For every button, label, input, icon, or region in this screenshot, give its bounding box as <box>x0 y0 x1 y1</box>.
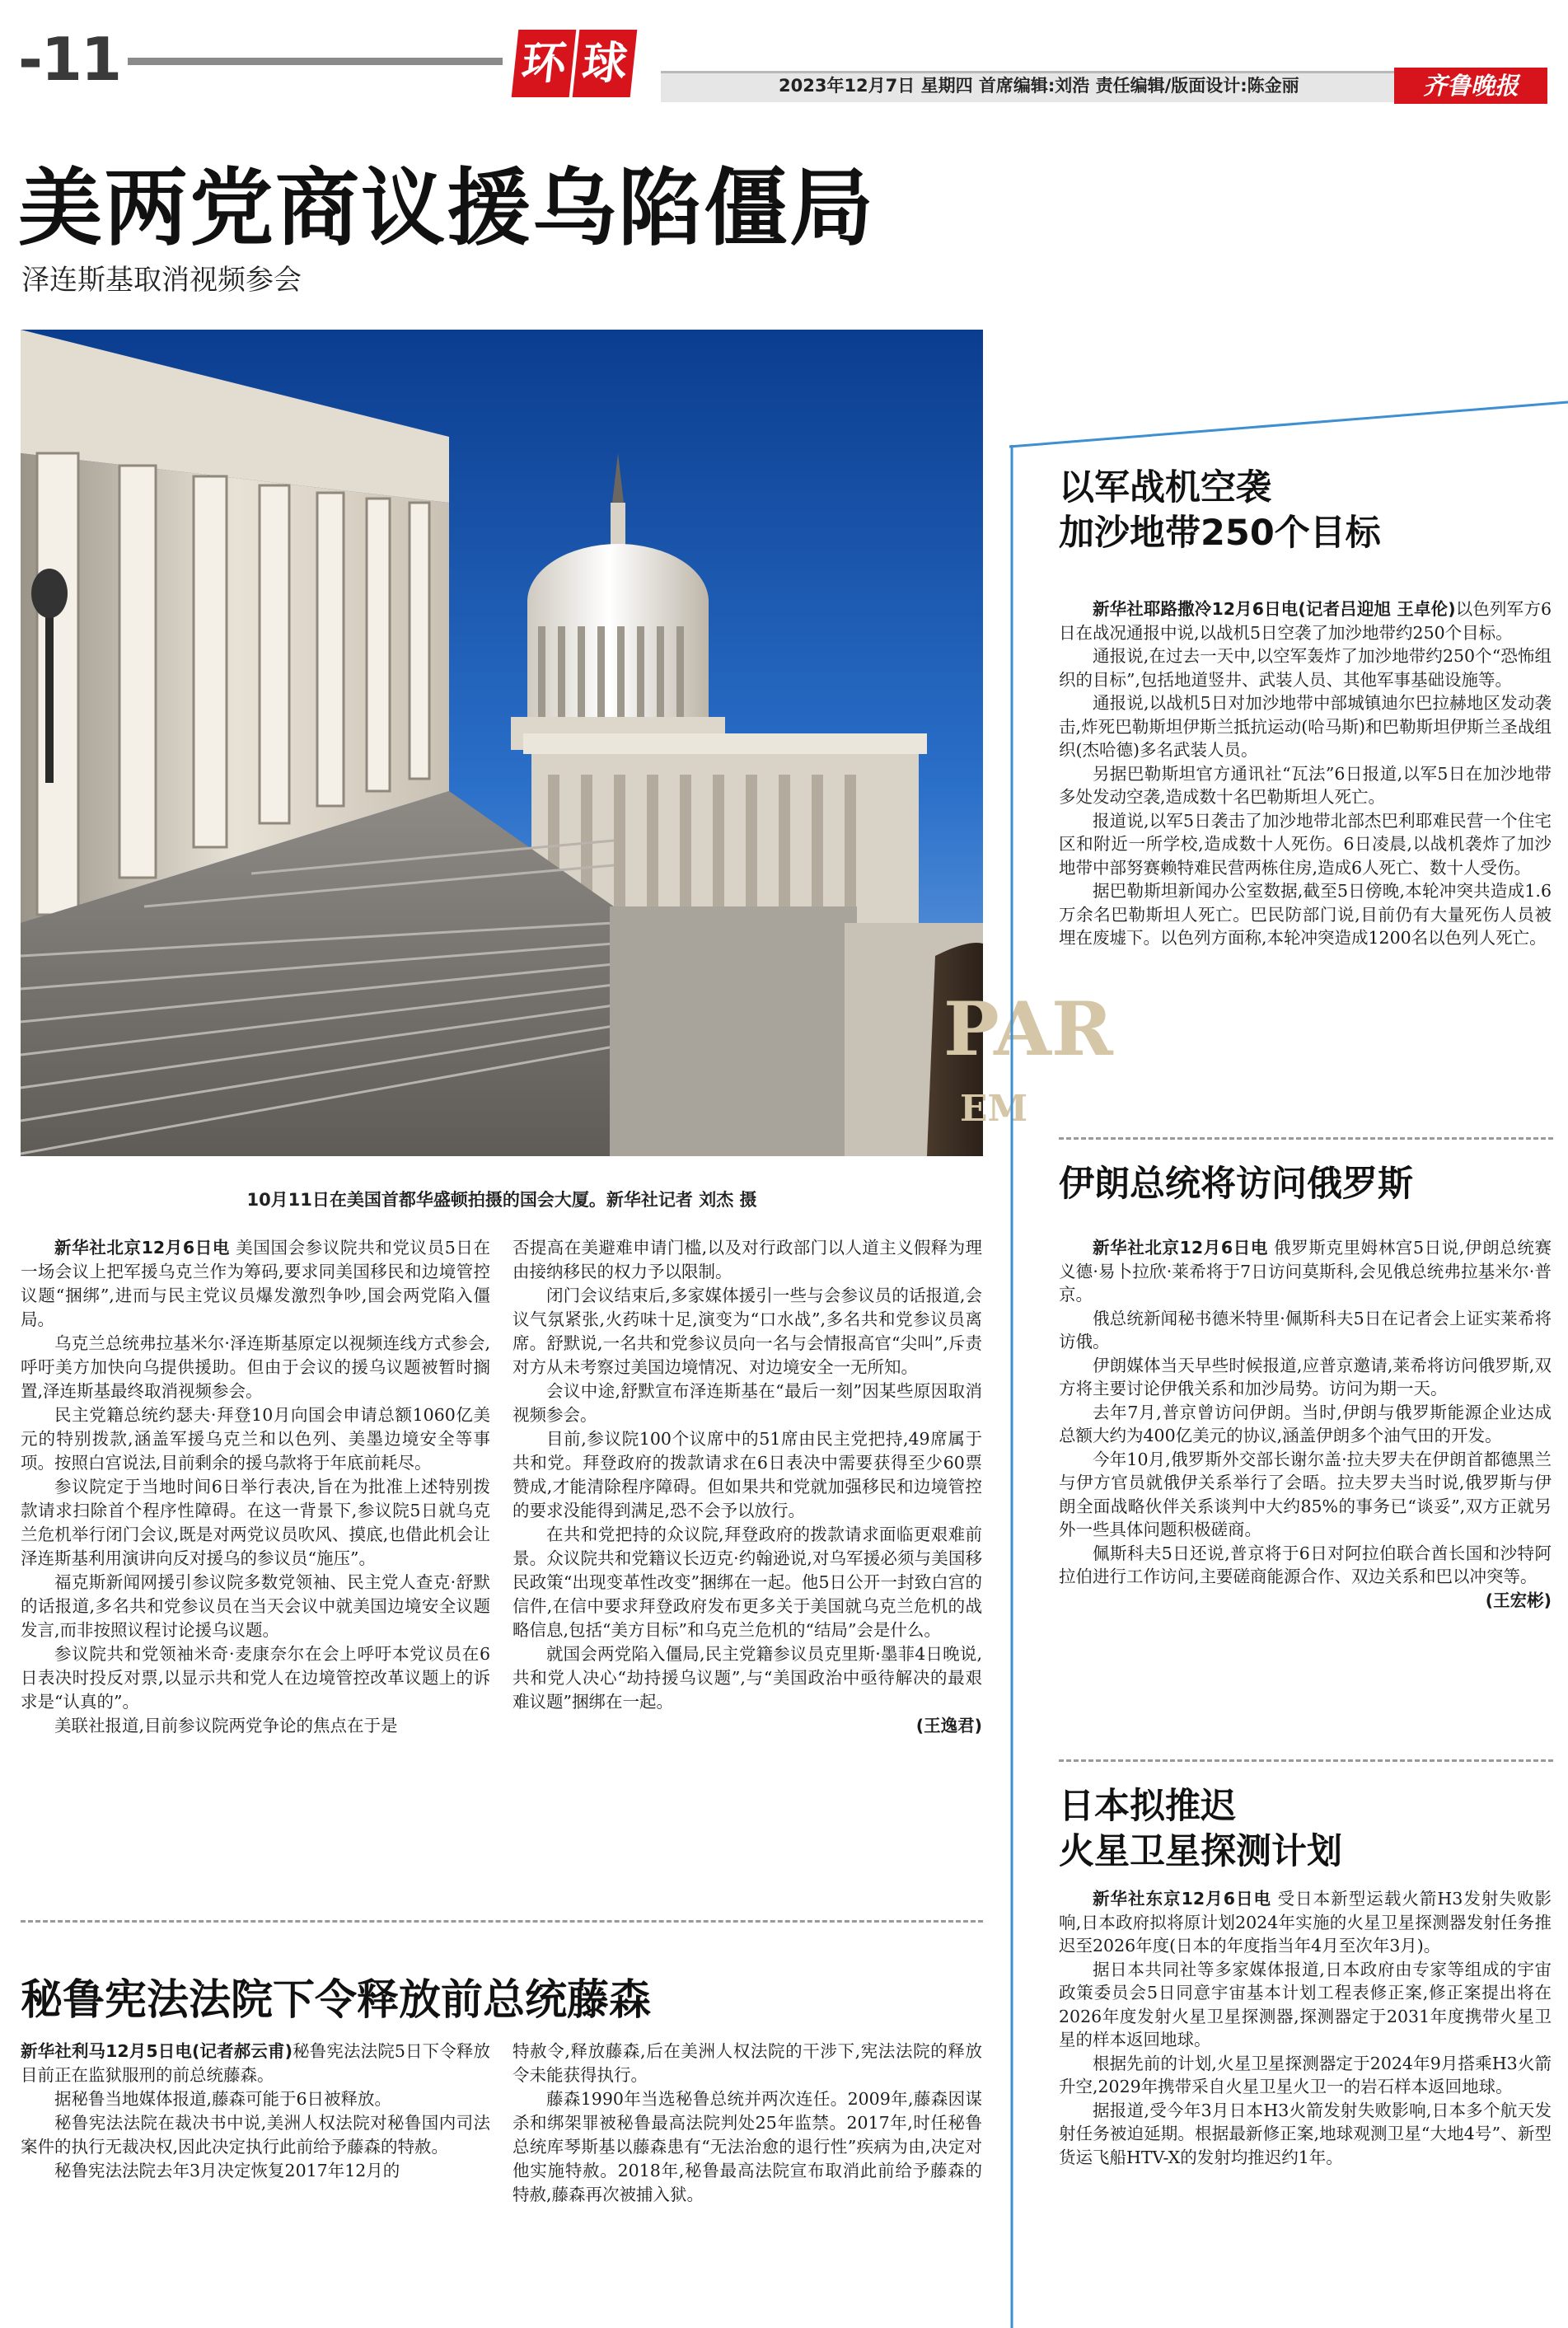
issue-info: 2023年12月7日 星期四 首席编辑:刘浩 责任编辑/版面设计:陈金丽 <box>779 76 1299 96</box>
newspaper-logo: 齐鲁晚报 <box>1394 68 1547 104</box>
park-sign <box>927 943 1114 1156</box>
lead-paragraph: 美联社报道,目前参议院两党争论的焦点在于是 <box>54 1716 398 1735</box>
rail-vertical-line <box>1009 445 1014 2328</box>
japan-article <box>1059 1887 1552 2169</box>
lead-paragraph: 在共和党把持的众议院,拜登政府的拨款请求面临更艰难前景。众议院共和党籍议长迈克·约翰逊说,对乌军援必须与美国移民政策“出现变革性改变”捆绑在一起。他5日公开一封致白宫的信件,在信中要求拜登政府发布更多关于美国就乌克兰危机的战略信息,包括“美方目标”和乌克兰危机的“结局”会是什么。 <box>513 1525 982 1640</box>
iran-dateline: 新华社北京12月6日电 <box>1093 1238 1268 1258</box>
section-char-1: 环 <box>512 30 577 97</box>
lead-paragraph: 闭门会议结束后,多家媒体援引一些与会参议员的话报道,会议气氛紧张,火药味十足,演变为“口水战”,多名共和党参议员离席。舒默说,一名共和党参议员向一名与会情报高官“尖叫”,斥责对方从未考察过美国边境情况、对边境安全一无所知。 <box>513 1286 982 1377</box>
lead-headline: 美两党商议援乌陷僵局 <box>18 160 875 258</box>
japan-paragraph: 受日本新型运载火箭H3发射失败影响,日本政府拟将原计划2024年实施的火星卫星探测器发射任务推迟至2026年度(日本的年度指当年4月至次年3月)。 <box>1059 1889 1552 1956</box>
peru-paragraph: 藤森1990年当选秘鲁总统并两次连任。2009年,藤森因谋杀和绑架罪被秘鲁最高法院判处25年监禁。2017年,时任秘鲁总统库琴斯基以藤森患有“无法治愈的退行性”疾病为由,决定对他实施特赦。2018年,秘鲁最高法院宣布取消此前给予藤森的特赦,藤森再次被捕入狱。 <box>513 2089 982 2204</box>
lead-paragraph: 就国会两党陷入僵局,民主党籍参议员克里斯·墨菲4日晚说,共和党人决心“劫持援乌议题”,与“美国政治中亟待解决的最艰难议题”捆绑在一起。 <box>513 1644 982 1712</box>
israel-dateline: 新华社耶路撒冷12月6日电(记者吕迎旭 王卓伦) <box>1093 599 1456 619</box>
section-divider <box>21 1920 983 1923</box>
japan-headline-line-1: 日本拟推迟 <box>1059 1786 1236 1827</box>
lead-paragraph: 目前,参议院100个议席中的51席由民主党把持,49席属于共和党。拜登政府的拨款请求在6日表决中需要获得至少60票赞成,才能清除程序障碍。但如果共和党就加强移民和边境管控的要求没能得到满足,恐不会予以放行。 <box>513 1429 982 1520</box>
japan-headline-line-2: 火星卫星探测计划 <box>1059 1831 1342 1872</box>
israel-headline-line-2: 加沙地带250个目标 <box>1059 513 1381 554</box>
iran-headline: 伊朗总统将访问俄罗斯 <box>1059 1164 1413 1205</box>
lead-paragraph: 参议院共和党领袖米奇·麦康奈尔在会上呼吁本党议员在6日表决时投反对票,以显示共和党人在边境管控改革议题上的诉求是“认真的”。 <box>21 1644 490 1712</box>
lead-article-col-1 <box>21 1236 490 1738</box>
lead-byline: (王逸君) <box>915 1716 982 1735</box>
capitol-photo <box>21 330 1113 1156</box>
iran-article <box>1059 1236 1552 1612</box>
iran-paragraph: 伊朗媒体当天早些时候报道,应普京邀请,莱希将访问俄罗斯,双方将主要讨论伊俄关系和加沙局势。访问为期一天。 <box>1059 1355 1552 1398</box>
peru-paragraph: 据秘鲁当地媒体报道,藤森可能于6日被释放。 <box>54 2089 392 2109</box>
lead-paragraph: 民主党籍总统约瑟夫·拜登10月向国会申请总额1060亿美元的特别拨款,涵盖军援乌克兰和以色列、美墨边境安全等事项。按照白宫说法,目前剩余的援乌款将于年底前耗尽。 <box>21 1405 490 1473</box>
peru-paragraph: 秘鲁宪法法院5日下令释放目前正在监狱服刑的前总统藤森。 <box>21 2041 491 2085</box>
israel-paragraph: 报道说,以军5日袭击了加沙地带北部杰巴利耶难民营一个住宅区和附近一所学校,造成数十人死伤。6日凌晨,以战机袭炸了加沙地带中部努赛赖特难民营两栋住房,造成6人死亡、数十人受伤。 <box>1059 810 1552 878</box>
japan-paragraph: 据报道,受今年3月日本H3火箭发射失败影响,日本多个航天发射任务被迫延期。根据最新修正案,地球观测卫星“大地4号”、新型货运飞船HTV-X的发射均推迟约1年。 <box>1059 2100 1552 2167</box>
rail-divider <box>1059 1137 1553 1140</box>
lead-paragraph: 会议中途,舒默宣布泽连斯基在“最后一刻”因某些原因取消视频参会。 <box>513 1381 982 1425</box>
lead-paragraph: 福克斯新闻网援引参议院多数党领袖、民主党人查克·舒默的话报道,多名共和党参议员在当天会议中就美国边境安全议题发言,而非按照议程讨论援乌议题。 <box>21 1572 490 1640</box>
israel-headline <box>1059 466 1381 556</box>
israel-paragraph: 通报说,以战机5日对加沙地带中部城镇迪尔巴拉赫地区发动袭击,炸死巴勒斯坦伊斯兰抵抗运动(哈马斯)和巴勒斯坦伊斯兰圣战组织(杰哈德)多名武装人员。 <box>1059 693 1552 760</box>
sign-text: PAR <box>943 986 1113 1073</box>
capitol-illustration <box>21 330 1113 1156</box>
peru-paragraph: 秘鲁宪法法院去年3月决定恢复2017年12月的 <box>54 2161 400 2180</box>
rail-divider <box>1059 1759 1553 1762</box>
lead-paragraph: 参议院定于当地时间6日举行表决,旨在为批准上述特别拨款请求扫除首个程序性障碍。在这一背景下,参议院5日就乌克兰危机举行闭门会议,既是对两党议员吹风、摸底,也借此机会让泽连斯基利用演讲向反对援乌的参议员“施压”。 <box>21 1477 490 1568</box>
lead-paragraph: 乌克兰总统弗拉基米尔·泽连斯基原定以视频连线方式参会,呼吁美方加快向乌提供援助。但由于会议的援乌议题被暂时搁置,泽连斯基最终取消视频参会。 <box>21 1333 490 1401</box>
page-number: -11 <box>18 25 121 94</box>
japan-dateline: 新华社东京12月6日电 <box>1093 1889 1272 1909</box>
israel-paragraph: 另据巴勒斯坦官方通讯社“瓦法”6日报道,以军5日在加沙地带多处发动空袭,造成数十名巴勒斯坦人死亡。 <box>1059 763 1552 807</box>
peru-article-col-1 <box>21 2040 490 2183</box>
peru-paragraph: 秘鲁宪法法院在裁决书中说,美洲人权法院对秘鲁国内司法案件的执行无裁决权,因此决定执行此前给予藤森的特赦。 <box>21 2113 490 2157</box>
photo-caption: 10月11日在美国首都华盛顿拍摄的国会大厦。新华社记者 刘杰 摄 <box>246 1190 757 1210</box>
lead-article-col-2 <box>513 1236 982 1738</box>
peru-headline: 秘鲁宪法法院下令释放前总统藤森 <box>21 1976 652 2025</box>
iran-paragraph: 佩斯科夫5日还说,普京将于6日对阿拉伯联合酋长国和沙特阿拉伯进行工作访问,主要磋商能源合作、双边关系和巴以冲突等。 <box>1059 1543 1552 1586</box>
sign-text-2: EM <box>960 1088 1028 1130</box>
israel-paragraph: 以色列军方6日在战况通报中说,以战机5日空袭了加沙地带约250个目标。 <box>1059 599 1552 643</box>
section-char-2: 球 <box>573 30 638 97</box>
japan-paragraph: 根据先前的计划,火星卫星探测器定于2024年9月搭乘H3火箭升空,2029年携带采自火星卫星火卫一的岩石样本返回地球。 <box>1059 2053 1552 2096</box>
israel-headline-line-1: 以军战机空袭 <box>1059 467 1271 508</box>
iran-paragraph: 去年7月,普京曾访问伊朗。当时,伊朗与俄罗斯能源企业达成总额大约为400亿美元的协议,涵盖伊朗多个油气田的开发。 <box>1059 1402 1552 1445</box>
lead-subheadline: 泽连斯基取消视频参会 <box>21 264 302 297</box>
japan-paragraph: 据日本共同社等多家媒体报道,日本政府由专家等组成的宇宙政策委员会5日同意宇宙基本计划工程表修正案,修正案提出将在2026年度发射火星卫星探测器,探测器定于2031年度携带火星卫星的样本返回地球。 <box>1059 1959 1552 2049</box>
iran-byline: (王宏彬) <box>1485 1590 1552 1610</box>
header-rule-left <box>128 58 503 65</box>
peru-article-col-2 <box>513 2040 982 2207</box>
peru-dateline: 新华社利马12月5日电(记者郝云甫) <box>21 2041 293 2061</box>
peru-paragraph: 特赦令,释放藤森,后在美洲人权法院的干涉下,宪法法院的释放令未能获得执行。 <box>513 2041 982 2085</box>
lead-dateline: 新华社北京12月6日电 <box>54 1238 231 1258</box>
rail-accent-line <box>1009 400 1568 449</box>
iran-paragraph: 俄罗斯克里姆林宫5日说,伊朗总统赛义德·易卜拉欣·莱希将于7日访问莫斯科,会见俄总统弗拉基米尔·普京。 <box>1059 1238 1552 1305</box>
israel-paragraph: 据巴勒斯坦新闻办公室数据,截至5日傍晚,本轮冲突共造成1.6万余名巴勒斯坦人死亡。巴民防部门说,目前仍有大量死伤人员被埋在废墟下。以色列方面称,本轮冲突造成1200名以色列人死亡。 <box>1059 881 1552 948</box>
page-header <box>0 0 1568 124</box>
israel-paragraph: 通报说,在过去一天中,以空军轰炸了加沙地带约250个“恐怖组织的目标”,包括地道竖井、武装人员、其他军事基础设施等。 <box>1059 646 1552 690</box>
lead-paragraph: 否提高在美避难申请门槛,以及对行政部门以人道主义假释为理由接纳移民的权力予以限制。 <box>513 1238 982 1281</box>
lead-paragraph: 美国国会参议院共和党议员5日在一场会议上把军援乌克兰作为筹码,要求同美国移民和边境管控议题“捆绑”,进而与民主党议员爆发激烈争吵,国会两党陷入僵局。 <box>21 1238 490 1329</box>
iran-paragraph: 今年10月,俄罗斯外交部长谢尔盖·拉夫罗夫在伊朗首都德黑兰与伊方官员就俄伊关系举行了会晤。拉夫罗夫当时说,俄罗斯与伊朗全面战略伙伴关系谈判中大约85%的事务已“谈妥”,双方正就另外一些具体问题积极磋商。 <box>1059 1449 1552 1539</box>
iran-paragraph: 俄总统新闻秘书德米特里·佩斯科夫5日在记者会上证实莱希将访俄。 <box>1059 1308 1552 1351</box>
japan-headline <box>1059 1784 1342 1875</box>
israel-article <box>1059 597 1552 950</box>
section-badge <box>515 30 634 97</box>
